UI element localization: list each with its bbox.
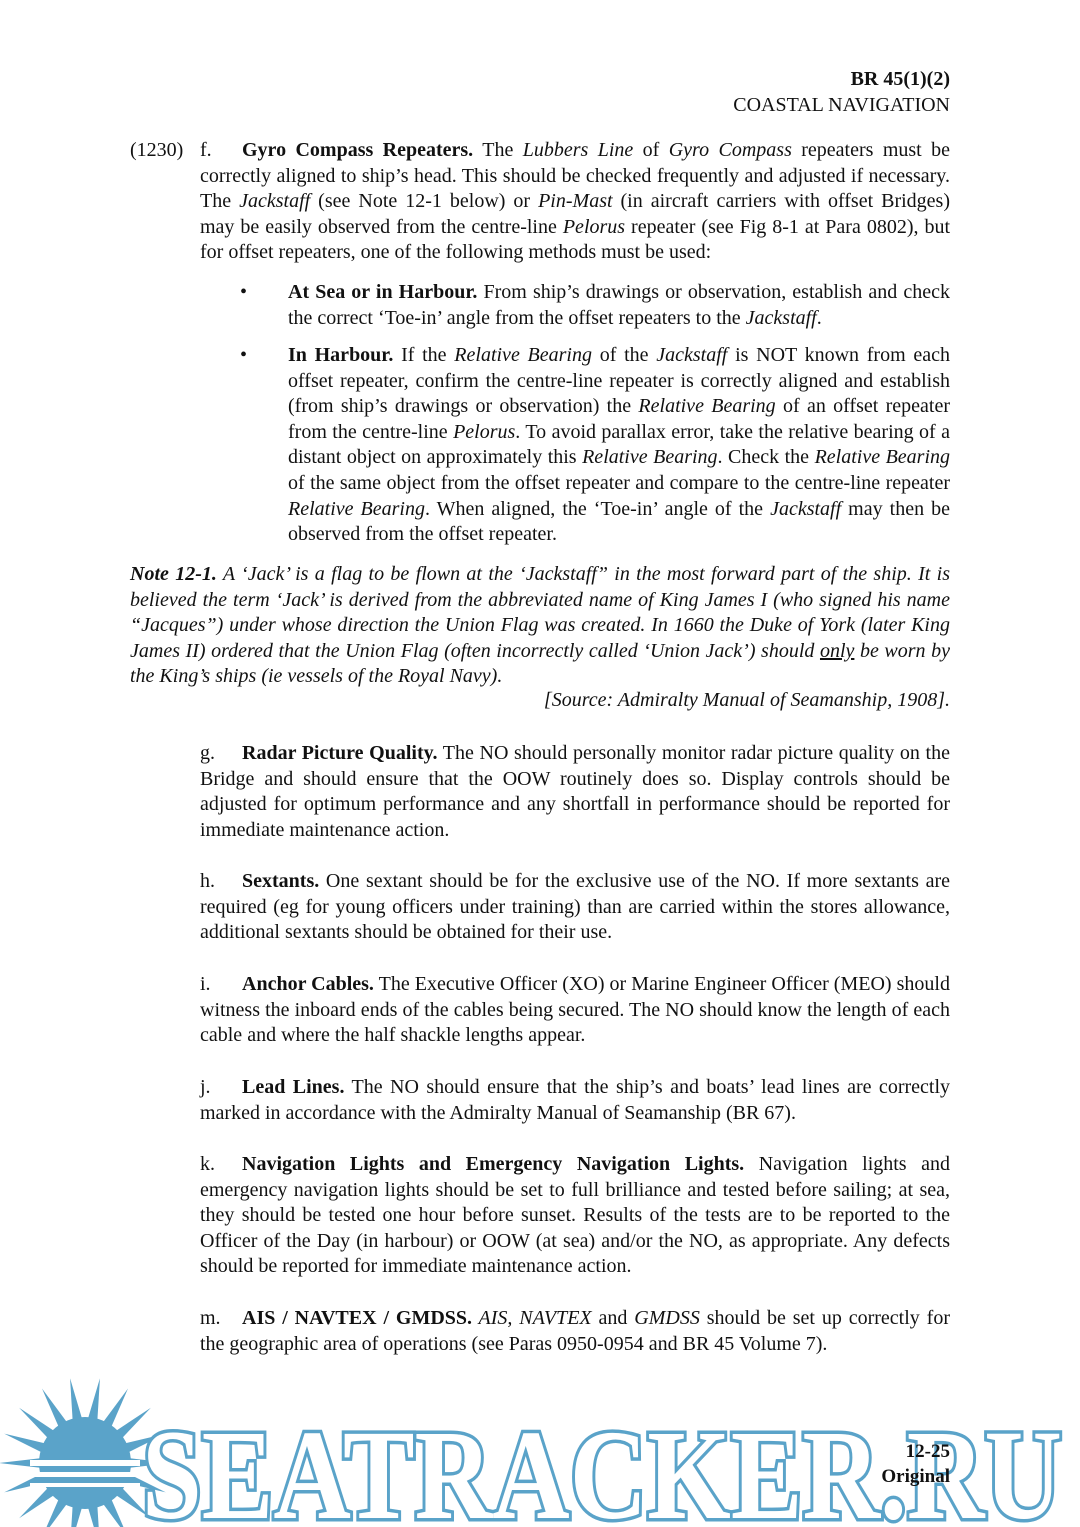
text-run: From ship’s drawings or observation, establish and check the correct ‘Toe-in’ angle from the offset repeaters to the (288, 281, 950, 329)
paragraph-label: g. (200, 742, 215, 764)
bullet-text (288, 343, 950, 548)
text-run: be worn by the King’s ships (ie vessels of the Royal Navy). (130, 639, 950, 688)
italic-term: Jackstaff (770, 497, 842, 520)
bullet-icon: • (240, 281, 248, 303)
italic-term: Gyro Compass (668, 139, 792, 161)
paragraph-heading: Anchor Cables. (242, 973, 374, 995)
sun-ray (4, 1434, 45, 1453)
italic-term: Jackstaff (745, 306, 817, 329)
paragraph-j (200, 1075, 950, 1126)
sun-ray (42, 1389, 67, 1428)
text-run: The (473, 139, 523, 161)
document-version: Original (881, 1466, 950, 1487)
sun-ray (70, 1378, 82, 1420)
note-source: [Source: Admiralty Manual of Seamanship, 1908]. (543, 689, 950, 711)
text-run: is NOT known from each offset repeater, confirm the centre-line repeater is correctly aligned and establish (from ship’s drawings or observation) the (288, 344, 950, 418)
paragraph-label: f. (200, 139, 212, 161)
note-block (130, 562, 950, 690)
text-run: . Check the (717, 446, 815, 469)
italic-term: Pelorus (562, 215, 626, 238)
paragraph-label: k. (200, 1153, 215, 1175)
bullet-icon: • (240, 344, 248, 366)
italic-term: Relative Bearing (814, 446, 951, 469)
paragraph-heading: AIS / NAVTEX / GMDSS. (242, 1307, 473, 1329)
sun-ray (88, 1378, 100, 1420)
text-run: may then be observed from the offset repeater. (288, 497, 950, 546)
note-label: Note 12-1. (130, 563, 217, 585)
italic-term: GMDSS (634, 1307, 700, 1329)
paragraph-label: i. (200, 973, 211, 995)
paragraph-heading: Navigation Lights and Emergency Navigation Lights. (242, 1153, 745, 1175)
italic-term: Lubbers Line (522, 139, 634, 161)
underlined-word: only (819, 639, 855, 662)
italic-term: Relative Bearing (288, 497, 425, 520)
paragraph-f (200, 138, 950, 266)
watermark-text: SEATRACKER.RU (142, 1404, 1062, 1527)
bullet-heading: At Sea or in Harbour. (288, 281, 478, 303)
sun-ray (19, 1487, 54, 1518)
paragraph-i (200, 972, 950, 1049)
text-run: and (591, 1307, 635, 1329)
text-run: of an offset repeater from the centre-line (288, 395, 950, 443)
text-run: A ‘Jack’ is a flag to be flown at the ‘Jackstaff” in the most forward part of the ship. It is believed the term ‘Jack’ is derived from the abbreviated name of King James I (who signed his name “Jacques”) under whose direction the Union Flag was created. In 1660 the Duke of York (later King James II) ordered that the Union Flag (often incorrectly called ‘Union Jack’) should (130, 563, 950, 662)
paragraph-heading: Gyro Compass Repeaters. (242, 139, 474, 161)
text-run: If the (393, 344, 455, 366)
text-run: The NO should ensure that the ship’s and boats’ lead lines are correctly marked in accordance with the Admiralty Manual of Seamanship (BR 67). (200, 1076, 951, 1124)
header-title: COASTAL NAVIGATION (733, 94, 950, 116)
text-run: Navigation lights and emergency navigation lights should be set to full brilliance and tested before sailing; at sea, they should be tested one hour before sunset. Results of the tests are to be reported to the Officer of the Day (in harbour) or OOW (at sea) and/or the NO, as appropriate. Any defects should be reported for immediate maintenance action. (200, 1153, 951, 1278)
text-run: One sextant should be for the exclusive use of the NO. If more sextants are required (eg for young officers under training) than are carried within the stores allowance, additional sextants should be obtained for their use. (200, 870, 950, 944)
paragraph-m (200, 1306, 950, 1357)
text-run: The Executive Officer (XO) or Marine Engineer Officer (MEO) should witness the inboard ends of the cables being secured. The NO should know the length of each cable and where the half shackle lengths appear. (200, 973, 950, 1047)
italic-term: Relative Bearing (454, 344, 592, 366)
text-run: of (633, 139, 669, 161)
sun-ray (103, 1389, 128, 1428)
paragraph-number: (1230) (130, 139, 184, 161)
text-run: . When aligned, the ‘Toe-in’ angle of the (424, 497, 771, 520)
paragraph-label: h. (200, 870, 215, 892)
italic-term: AIS, NAVTEX (472, 1307, 592, 1329)
italic-term: Jackstaff (239, 190, 311, 213)
paragraph-heading: Radar Picture Quality. (242, 742, 438, 764)
header-doc-ref: BR 45(1)(2) (850, 68, 950, 90)
paragraph-heading: Sextants. (242, 870, 320, 892)
paragraph-label: j. (200, 1076, 211, 1098)
paragraph-label: m. (200, 1307, 221, 1329)
italic-term: Relative Bearing (582, 446, 718, 469)
italic-term: Pin-Mast (538, 190, 613, 213)
text-run: repeater (see Fig 8-1 at Para 0802), but for offset repeaters, one of the following methods must be used: (200, 215, 951, 264)
sun-ray (19, 1408, 54, 1439)
italic-term: Jackstaff (656, 344, 728, 366)
bullet-heading: In Harbour. (288, 344, 394, 366)
paragraph-h (200, 869, 950, 946)
paragraph-k (200, 1152, 950, 1280)
text-run: The NO should personally monitor radar picture quality on the Bridge and should ensure that the OOW routinely does so. Display controls should be adjusted for optimum performance and any shortfall in performance should be reported for immediate maintenance action. (200, 742, 950, 841)
text-run: . To avoid parallax error, take the relative bearing of a distant object on approximately this (288, 420, 950, 469)
italic-term: Relative Bearing (638, 395, 776, 418)
text-run: repeaters must be correctly aligned to ship’s head. This should be checked frequently and adjusted if necessary. The (200, 139, 951, 213)
text-run: of the same object from the offset repeater and compare to the centre-line repeater (288, 471, 950, 494)
bullet-text (288, 280, 950, 331)
page-number: 12-25 (905, 1441, 950, 1462)
italic-term: Pelorus (453, 420, 516, 443)
text-run: of the (591, 344, 657, 366)
paragraph-heading: Lead Lines. (242, 1076, 345, 1098)
text-run: (see Note 12-1 below) or (310, 190, 539, 213)
text-run: . (816, 306, 822, 329)
text-run: (in aircraft carriers with offset Bridges) may be easily observed from the centre-line (200, 190, 950, 238)
paragraph-g (200, 741, 950, 843)
text-run: should be set up correctly for the geographic area of operations (see Paras 0950-0954 and BR 45 Volume 7). (200, 1307, 950, 1355)
